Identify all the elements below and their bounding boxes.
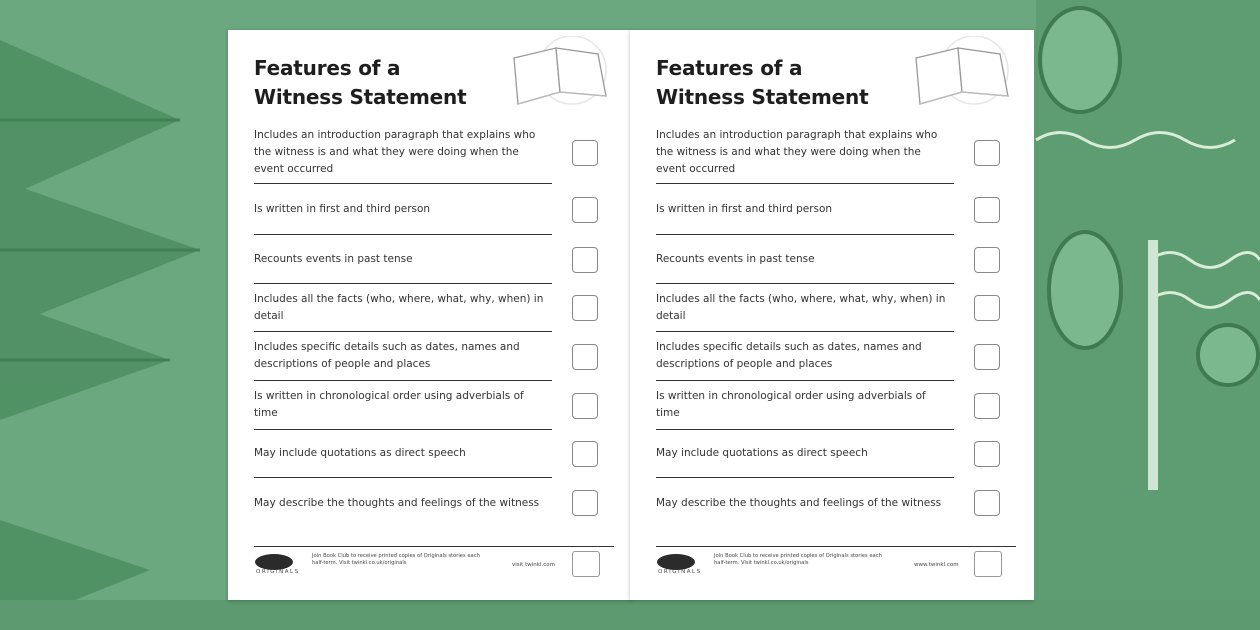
- worksheet-footer: [254, 546, 614, 581]
- checkbox[interactable]: [974, 247, 1000, 273]
- checklist-item: [656, 430, 1016, 478]
- worksheet-right: [630, 30, 1034, 600]
- worksheet-footer: [656, 546, 1016, 581]
- checklist-item-text: May include quotations as direct speech: [656, 430, 954, 478]
- book-club-badge: [572, 551, 600, 577]
- checklist-item-text: Includes specific details such as dates, names and descriptions of people and places: [656, 332, 954, 381]
- checkbox[interactable]: [974, 441, 1000, 467]
- checkbox[interactable]: [572, 295, 598, 321]
- checklist-item-text: May describe the thoughts and feelings of the witness: [656, 496, 942, 509]
- checklist-item: [254, 332, 614, 381]
- checklist-item: [254, 184, 614, 235]
- worksheet-title: Features of a Witness Statement: [254, 56, 467, 109]
- website-link[interactable]: www.twinkl.com: [914, 562, 959, 568]
- brand-subtitle: ORIGINALS: [256, 569, 300, 575]
- twinkl-logo: [656, 553, 698, 581]
- checklist-item-text: Includes all the facts (who, where, what, why, when) in detail: [656, 284, 954, 332]
- checkbox[interactable]: [572, 441, 598, 467]
- book-club-text: Join Book Club to receive printed copies of Originals stories each half-term. Visit twinkl.co.uk/originals: [312, 553, 480, 566]
- book-club-badge: [974, 551, 1002, 577]
- book-icon: [506, 36, 618, 114]
- checkbox[interactable]: [572, 490, 598, 516]
- checkbox[interactable]: [974, 393, 1000, 419]
- checkbox[interactable]: [974, 490, 1000, 516]
- twinkl-logo: [254, 553, 296, 581]
- checklist-item: [254, 121, 614, 184]
- checklist-item: [254, 478, 614, 528]
- checkbox[interactable]: [572, 393, 598, 419]
- checklist-item: [254, 235, 614, 284]
- checklist-item-text: Includes specific details such as dates, names and descriptions of people and places: [254, 332, 552, 381]
- checklist-item: [656, 478, 1016, 528]
- checkbox[interactable]: [974, 295, 1000, 321]
- checkbox[interactable]: [974, 344, 1000, 370]
- brand-subtitle: ORIGINALS: [658, 569, 702, 575]
- worksheet-left: [228, 30, 632, 600]
- checklist-item: [656, 284, 1016, 332]
- checklist-item-text: May include quotations as direct speech: [254, 430, 552, 478]
- checklist-item: [254, 381, 614, 430]
- checkbox[interactable]: [572, 197, 598, 223]
- feature-checklist: [656, 121, 1016, 528]
- checklist-item: [656, 332, 1016, 381]
- checklist-item: [656, 121, 1016, 184]
- checkbox[interactable]: [572, 247, 598, 273]
- checklist-item: [254, 430, 614, 478]
- checklist-item-text: Is written in chronological order using adverbials of time: [656, 381, 954, 430]
- checklist-item-text: Includes all the facts (who, where, what, why, when) in detail: [254, 284, 552, 332]
- checkbox[interactable]: [572, 344, 598, 370]
- checklist-item-text: Is written in first and third person: [254, 184, 552, 235]
- checklist-item-text: Recounts events in past tense: [656, 235, 954, 284]
- checklist-item-text: Recounts events in past tense: [254, 235, 552, 284]
- website-link[interactable]: visit twinkl.com: [512, 562, 555, 568]
- checklist-item-text: Is written in first and third person: [656, 184, 954, 235]
- book-icon: [908, 36, 1020, 114]
- checklist-item: [656, 235, 1016, 284]
- checklist-item: [656, 184, 1016, 235]
- checklist-item-text: Includes an introduction paragraph that explains who the witness is and what they were doing when the event occurred: [254, 121, 552, 184]
- checklist-item: [656, 381, 1016, 430]
- checkbox[interactable]: [974, 140, 1000, 166]
- checklist-item-text: May describe the thoughts and feelings of the witness: [254, 496, 540, 509]
- feature-checklist: [254, 121, 614, 528]
- checklist-item-text: Includes an introduction paragraph that explains who the witness is and what they were doing when the event occurred: [656, 121, 954, 184]
- checklist-item: [254, 284, 614, 332]
- book-club-text: Join Book Club to receive printed copies of Originals stories each half-term. Visit twinkl.co.uk/originals: [714, 553, 882, 566]
- checklist-item-text: Is written in chronological order using adverbials of time: [254, 381, 552, 430]
- checkbox[interactable]: [974, 197, 1000, 223]
- worksheet-title: Features of a Witness Statement: [656, 56, 869, 109]
- checkbox[interactable]: [572, 140, 598, 166]
